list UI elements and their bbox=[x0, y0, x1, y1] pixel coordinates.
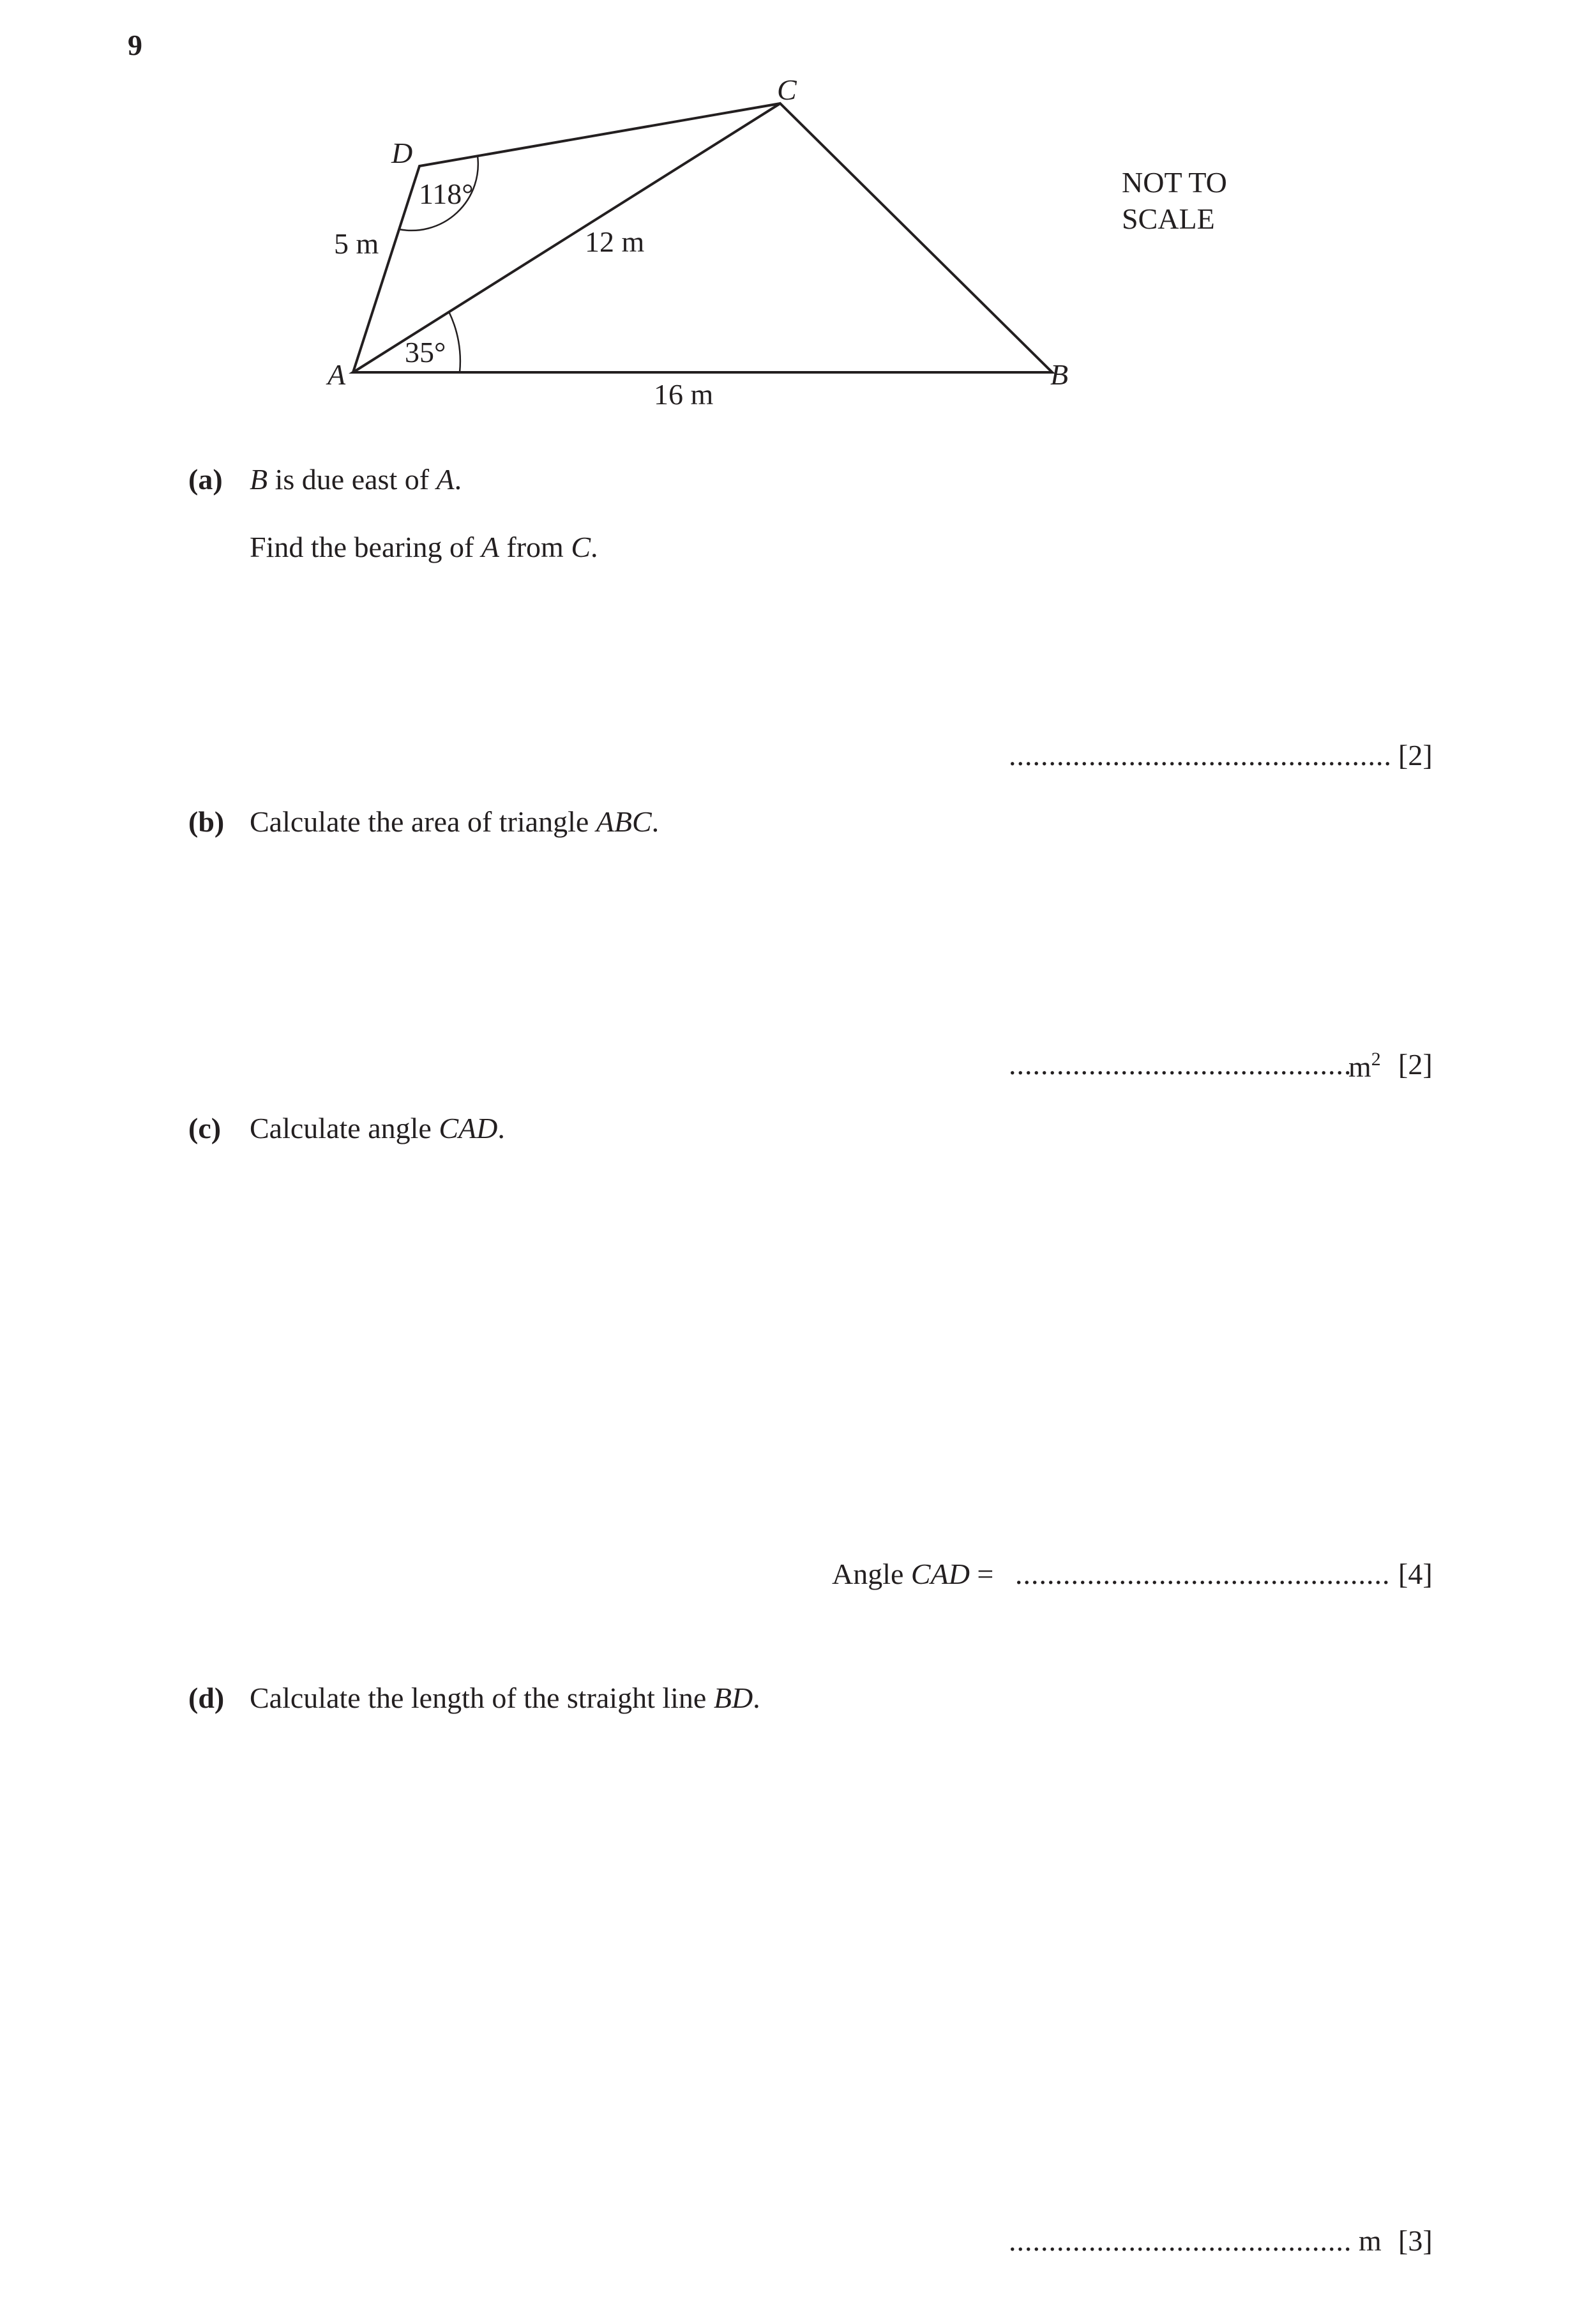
side-label-ad: 5 m bbox=[334, 227, 379, 260]
part-a-label: (a) bbox=[188, 463, 223, 496]
part-a-answer-line[interactable]: ................................................ bbox=[1009, 739, 1392, 771]
part-b-answer-line[interactable]: ........................................... bbox=[1009, 1048, 1352, 1081]
vertex-label-a: A bbox=[328, 358, 346, 391]
part-c-label: (c) bbox=[188, 1112, 222, 1144]
part-c-marks: [4] bbox=[1398, 1558, 1433, 1590]
part-b-unit: $m^2$ bbox=[1348, 1049, 1381, 1083]
side-label-ab: 16 m bbox=[654, 378, 714, 411]
part-c-answer-line[interactable]: ............................................... bbox=[1015, 1558, 1391, 1590]
angle-label-d: 118° bbox=[419, 178, 474, 210]
part-d-text: Calculate the length of the straight line BD. bbox=[250, 1682, 760, 1714]
part-c-answer-prefix: Angle CAD = bbox=[832, 1558, 994, 1590]
part-a-line1: B is due east of A. bbox=[250, 463, 462, 496]
part-a-line2: Find the bearing of A from C. bbox=[250, 531, 598, 563]
part-a-marks: [2] bbox=[1398, 739, 1433, 771]
part-d-label: (d) bbox=[188, 1682, 225, 1714]
vertex-label-d: D bbox=[391, 137, 413, 169]
not-to-scale-line1: NOT TO bbox=[1122, 166, 1227, 199]
part-b-marks: [2] bbox=[1398, 1048, 1433, 1081]
part-c-text: Calculate angle CAD. bbox=[250, 1112, 505, 1144]
part-d-marks: [3] bbox=[1398, 2224, 1433, 2257]
triangle-abc bbox=[353, 103, 1052, 372]
part-b-text: Calculate the area of triangle ABC. bbox=[250, 805, 660, 838]
angle-label-a: 35° bbox=[405, 336, 446, 368]
side-label-ac: 12 m bbox=[585, 225, 645, 258]
part-d-unit: m bbox=[1359, 2224, 1382, 2257]
question-number: 9 bbox=[128, 29, 142, 61]
not-to-scale-line2: SCALE bbox=[1122, 202, 1215, 235]
angle-arc-a bbox=[449, 312, 460, 372]
quadrilateral-diagram bbox=[0, 0, 1584, 460]
part-b-label: (b) bbox=[188, 805, 225, 838]
part-d-answer-line[interactable]: ........................................... bbox=[1009, 2224, 1352, 2257]
vertex-label-c: C bbox=[777, 73, 797, 106]
vertex-label-b: B bbox=[1050, 358, 1069, 391]
